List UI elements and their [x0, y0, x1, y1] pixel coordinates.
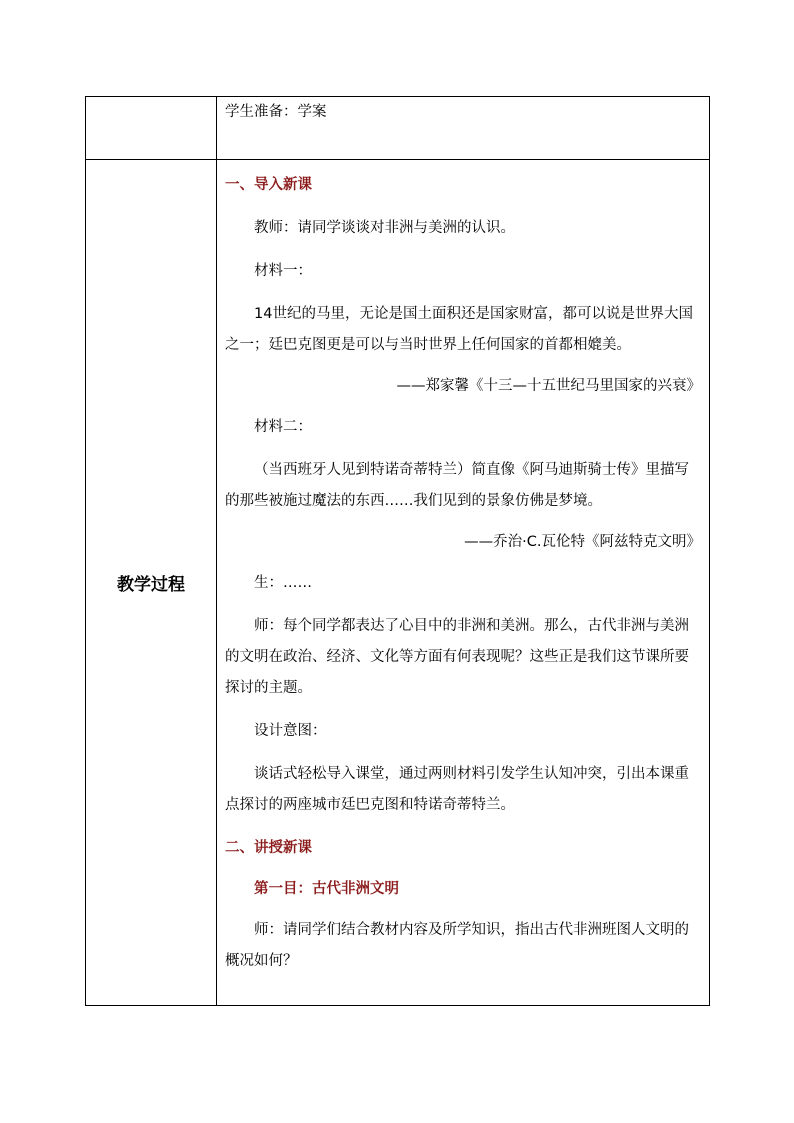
student-preparation-text: 学生准备：学案	[225, 104, 327, 120]
process-label-cell	[86, 160, 217, 1006]
material2-body: （当西班牙人见到特诺奇蒂特兰）简直像《阿马迪斯骑士传》里描写的那些被施过魔法的东西……我们见到的景象仿佛是梦境。	[225, 462, 689, 509]
teacher-prompt: 教师：请同学谈谈对非洲与美洲的认识。	[254, 220, 515, 236]
table-row	[86, 160, 710, 1006]
label-cell-empty	[86, 97, 217, 160]
process-label: 教学过程	[117, 575, 185, 595]
subsection1-heading: 第一目：古代非洲文明	[254, 881, 399, 897]
material1-label: 材料一：	[254, 263, 312, 279]
material2-label: 材料二：	[254, 419, 312, 435]
table-row	[86, 97, 710, 160]
section1-heading: 一、导入新课	[225, 177, 312, 193]
process-content-cell	[217, 160, 710, 1006]
design-body: 谈话式轻松导入课堂，通过两则材料引发学生认知冲突，引出本课重点探讨的两座城市廷巴克图和特诺奇蒂特兰。	[225, 766, 689, 813]
prep-cell	[217, 97, 710, 160]
teacher-question: 师：请同学们结合教材内容及所学知识，指出古代非洲班图人文明的概况如何？	[225, 922, 689, 969]
section2-heading: 二、讲授新课	[225, 840, 312, 856]
design-label: 设计意图：	[254, 723, 327, 739]
teacher-summary: 师：每个同学都表达了心目中的非洲和美洲。那么，古代非洲与美洲的文明在政治、经济、文化等方面有何表现呢？这些正是我们这节课所要探讨的主题。	[225, 618, 689, 696]
student-reply: 生：……	[254, 575, 312, 591]
material1-body: 14世纪的马里，无论是国土面积还是国家财富，都可以说是世界大国之一；廷巴克图更是可以与当时世界上任何国家的首都相媲美。	[225, 306, 693, 353]
material1-source: ——郑家馨《十三—十五世纪马里国家的兴衰》	[396, 378, 701, 394]
material2-source: ——乔治·C.瓦伦特《阿兹特克文明》	[464, 534, 701, 550]
lesson-plan-table	[85, 96, 710, 1006]
